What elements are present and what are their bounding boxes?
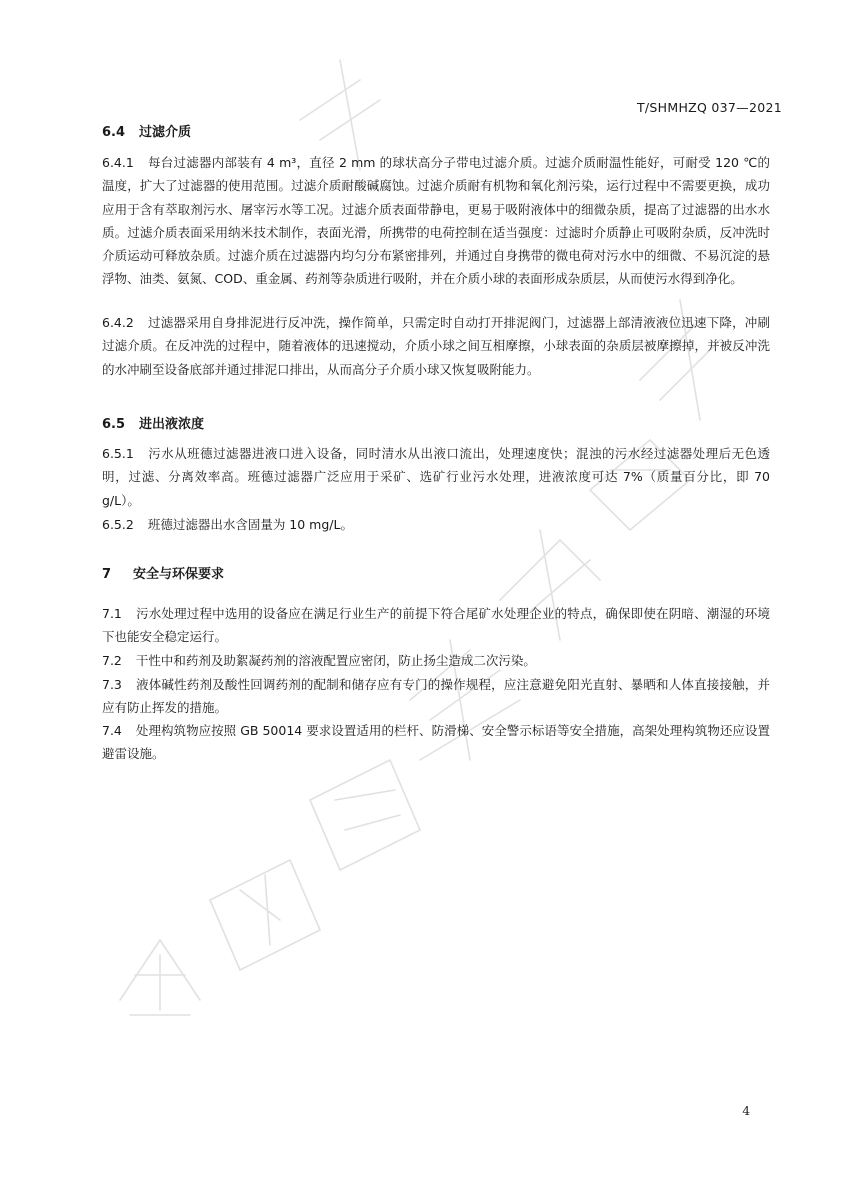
clause-number: 7.1: [102, 606, 122, 621]
clause-text: 液体碱性药剂及酸性回调药剂的配制和储存应有专门的操作规程，应注意避免阳光直射、暴晒和人体直接接触，并应有防止挥发的措施。: [102, 677, 770, 716]
section-title: 过滤介质: [139, 125, 192, 140]
page-number: 4: [742, 1104, 750, 1118]
clause-6-5-2: [102, 513, 770, 536]
clause-text: 干性中和药剂及助絮凝药剂的溶液配置应密闭，防止扬尘造成二次污染。: [135, 653, 536, 668]
clause-6-4-1: [102, 151, 770, 291]
clause-number: 7.2: [102, 653, 122, 668]
section-title: 进出液浓度: [139, 417, 205, 432]
clause-number: 6.5.1: [102, 446, 134, 461]
clause-number: 6.5.2: [102, 517, 134, 532]
clause-number: 6.4.2: [102, 315, 134, 330]
section-heading-6-4: [102, 121, 191, 140]
section-title: 安全与环保要求: [133, 567, 225, 582]
clause-7-2: [102, 649, 770, 672]
clause-6-5-1: [102, 442, 770, 512]
clause-text: 污水处理过程中选用的设备应在满足行业生产的前提下符合尾矿水处理企业的特点，确保即使在阴暗、潮湿的环境下也能安全稳定运行。: [102, 606, 770, 645]
section-heading-7: [102, 563, 224, 582]
clause-text: 班德过滤器出水含固量为 10 mg/L。: [147, 517, 353, 532]
clause-number: 6.4.1: [102, 155, 134, 170]
clause-text: 过滤器采用自身排泥进行反冲洗，操作简单，只需定时自动打开排泥阀门，过滤器上部清液液位迅速下降，冲刷过滤介质。在反冲洗的过程中，随着液体的迅速搅动，介质小球之间互相摩擦，小球表面的杂质层被摩擦掉，并被反冲洗的水冲刷至设备底部并通过排泥口排出，从而高分子介质小球又恢复吸附能力。: [102, 315, 770, 377]
section-number: 6.5: [102, 417, 126, 432]
clause-number: 7.4: [102, 723, 122, 738]
clause-7-4: [102, 719, 770, 766]
section-number: 7: [102, 567, 112, 582]
section-heading-6-5: [102, 413, 204, 432]
section-number: 6.4: [102, 125, 126, 140]
clause-7-1: [102, 602, 770, 649]
clause-number: 7.3: [102, 677, 122, 692]
clause-7-3: [102, 673, 770, 720]
standard-code: T/SHMHZQ 037—2021: [636, 100, 782, 115]
clause-text: 污水从班德过滤器进液口进入设备，同时清水从出液口流出，处理速度快；混浊的污水经过滤器处理后无色透明，过滤、分离效率高。班德过滤器广泛应用于采矿、选矿行业污水处理，进液浓度可达 7%（质量百分比，即 70 g/L）。: [102, 446, 770, 508]
clause-text: 每台过滤器内部装有 4 m³，直径 2 mm 的球状高分子带电过滤介质。过滤介质耐温性能好，可耐受 120 ℃的温度，扩大了过滤器的使用范围。过滤介质耐酸碱腐蚀。过滤介质耐有机物和氧化剂污染，运行过程中不需要更换，成功应用于含有萃取剂污水、屠宰污水等工况。过滤介质表面带静电，更易于吸附液体中的细微杂质，提高了过滤器的出水水质。过滤介质表面采用纳米技术制作，表面光滑，所携带的电荷控制在适当强度：过滤时介质静止可吸附杂质，反冲洗时介质运动可释放杂质。过滤介质在过滤器内均匀分布紧密排列，并通过自身携带的微电荷对污水中的细微、不易沉淀的悬浮物、油类、氨氮、COD、重金属、药剂等杂质进行吸附，并在介质小球的表面形成杂质层，从而使污水得到净化。: [102, 155, 770, 287]
clause-6-4-2: [102, 311, 770, 381]
clause-text: 处理构筑物应按照 GB 50014 要求设置适用的栏杆、防滑梯、安全警示标语等安全措施，高架处理构筑物还应设置避雷设施。: [102, 723, 770, 762]
